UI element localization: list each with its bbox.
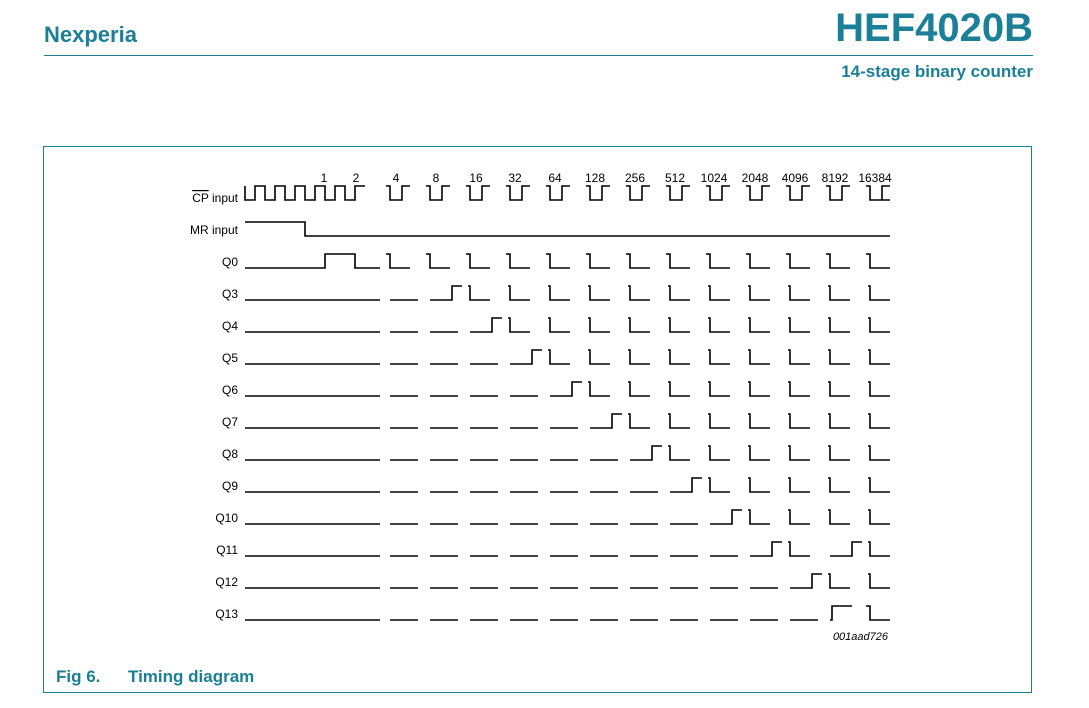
signal-labels: [190, 191, 239, 621]
signal-label: Q0: [221, 255, 238, 269]
signal-label: Q5: [221, 351, 238, 365]
q11-waveform: [245, 542, 890, 556]
signal-label: Q8: [221, 447, 238, 461]
document-subtitle: 14-stage binary counter: [841, 62, 1033, 81]
q4-waveform: [245, 318, 890, 332]
pulse-count-label: 16384: [858, 171, 892, 185]
pulse-count-label: 1024: [700, 171, 728, 185]
q12-waveform: [245, 574, 890, 588]
pulse-count-label: 2048: [741, 171, 769, 185]
signal-label: MR input: [189, 223, 238, 237]
q9-waveform: [245, 478, 890, 492]
pulse-count-label: 8192: [821, 171, 849, 185]
q6-waveform: [245, 382, 890, 396]
pulse-count-label: 16: [469, 171, 483, 185]
q13-waveform: [245, 606, 890, 620]
pulse-count-label: 32: [508, 171, 522, 185]
pulse-count-label: 4: [392, 171, 400, 185]
signal-label: CP input: [192, 191, 238, 205]
figure-title: Timing diagram: [128, 667, 255, 686]
signal-label: Q10: [215, 511, 238, 525]
pulse-count-label: 1: [320, 171, 328, 185]
q5-waveform: [245, 350, 890, 364]
figure-label: Fig 6.: [56, 667, 101, 686]
q10-waveform: [245, 510, 890, 524]
signal-label: Q12: [215, 575, 238, 589]
mr-input-waveform: [245, 222, 890, 236]
signal-label: Q9: [221, 479, 238, 493]
cp-input-waveform: [245, 186, 890, 200]
signal-label: Q4: [221, 319, 238, 333]
pulse-count-label: 256: [624, 171, 646, 185]
signal-label: Q3: [221, 287, 238, 301]
q3-waveform: [245, 286, 890, 300]
q7-waveform: [245, 414, 890, 428]
q8-waveform: [245, 446, 890, 460]
signal-label: Q13: [215, 607, 238, 621]
pulse-count-label: 128: [584, 171, 606, 185]
pulse-count-label: 2: [352, 171, 360, 185]
signal-label: Q11: [216, 543, 238, 557]
waveforms: [245, 186, 890, 620]
q0-waveform: [245, 254, 890, 268]
pulse-count-label: 4096: [781, 171, 809, 185]
brand-name: Nexperia: [44, 22, 137, 47]
signal-label: Q7: [221, 415, 238, 429]
pulse-count-label: 512: [664, 171, 686, 185]
figure-code: 001aad726: [832, 631, 888, 643]
pulse-count-labels: [321, 171, 892, 185]
part-number: HEF4020B: [835, 6, 1033, 50]
pulse-count-label: 64: [548, 171, 562, 185]
signal-label: Q6: [221, 383, 238, 397]
pulse-count-label: 8: [432, 171, 440, 185]
